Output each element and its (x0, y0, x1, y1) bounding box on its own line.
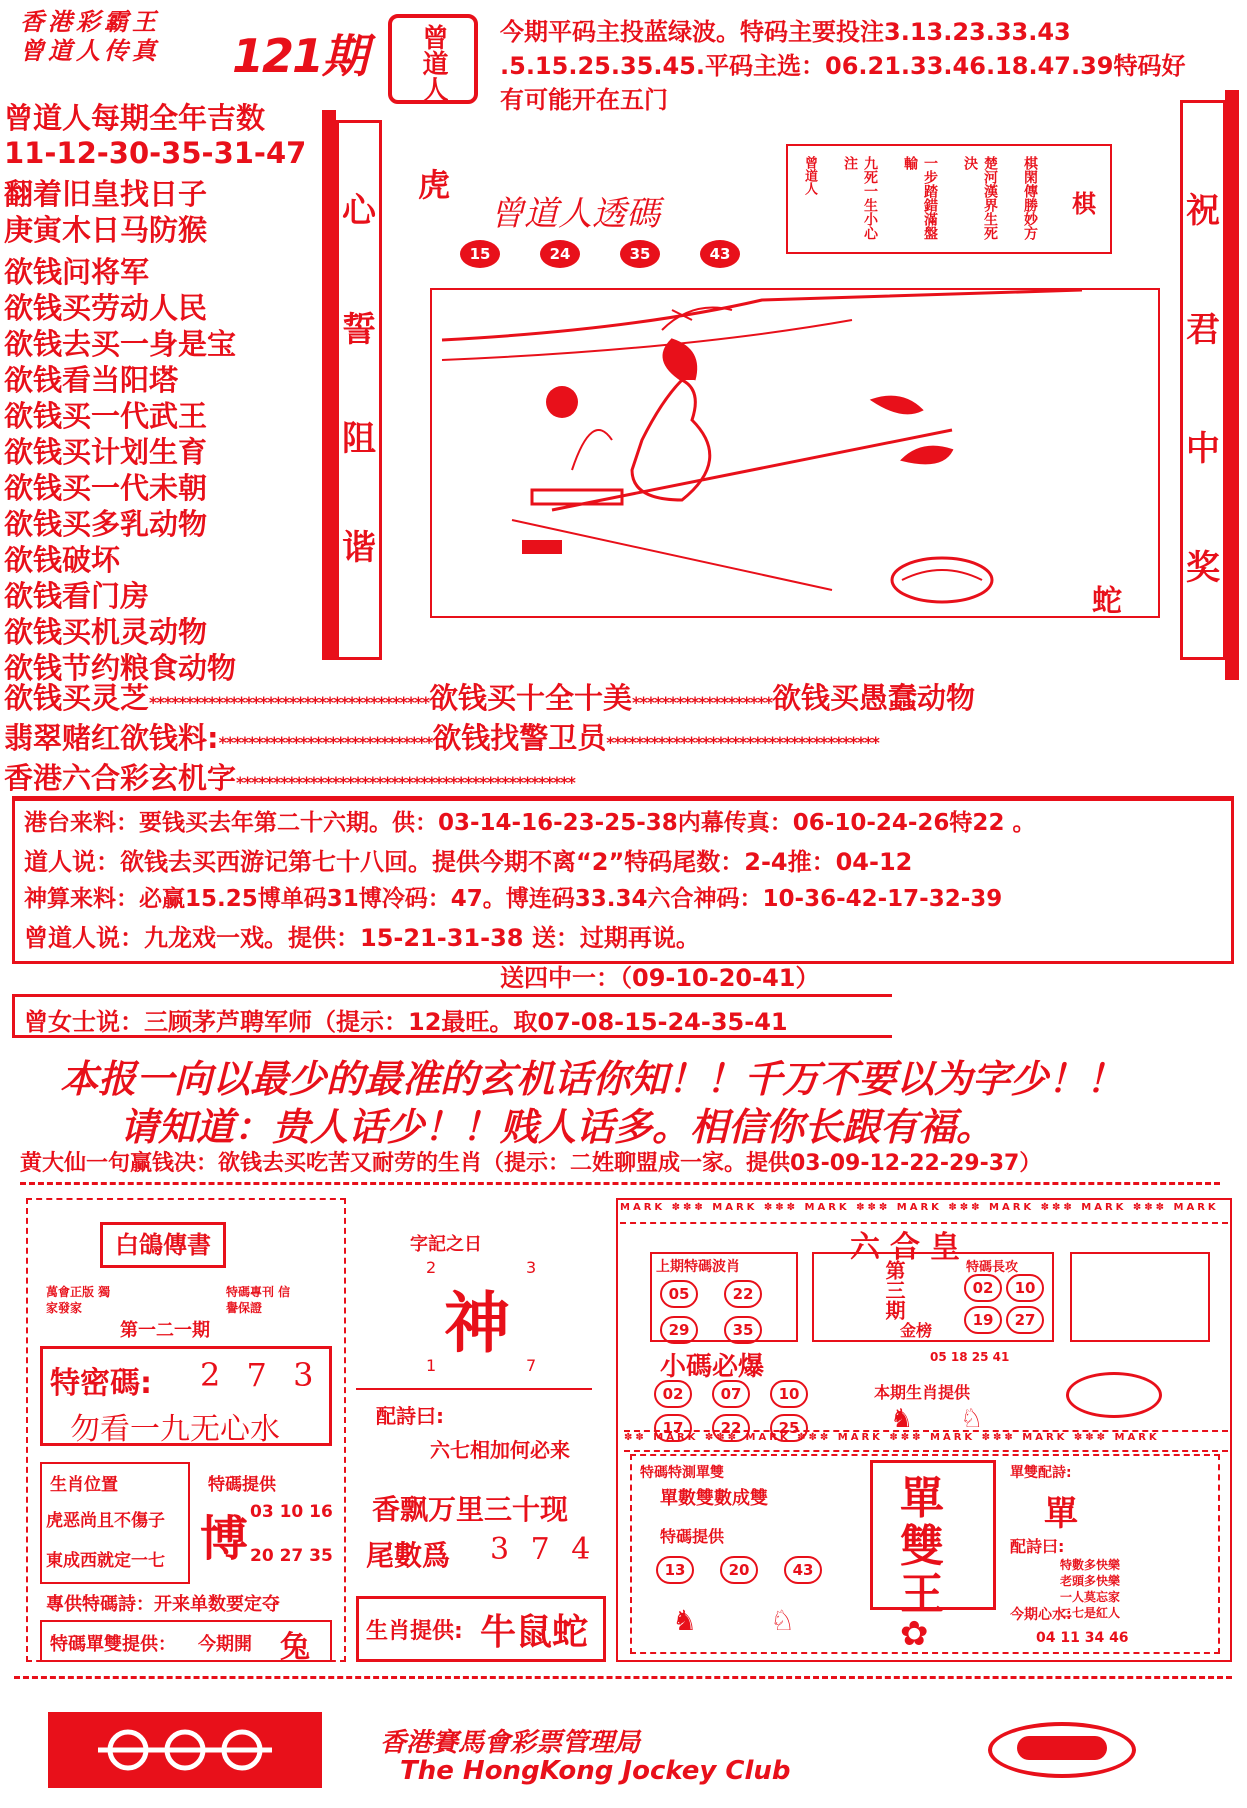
left-banner-char: 誓 (342, 310, 376, 350)
br-right-poem: 一人莫忘家 (1060, 1590, 1121, 1604)
single-double-label: 特碼單雙提供： (50, 1634, 176, 1655)
br-sd-nums (650, 1556, 850, 1584)
br-right-nums: 04 11 34 46 (1036, 1630, 1129, 1646)
small-left-note: 萬會正版 獨家發家 (46, 1285, 111, 1315)
number-circle: 35 (724, 1316, 762, 1344)
right-banner-bar (1225, 90, 1239, 680)
info-line: 道人说：欲钱去买西游记第七十八回。提供今期不离“2”特码尾数：2-4推：04-12 (24, 848, 913, 876)
seal-stamp (388, 14, 478, 104)
right-banner (1180, 100, 1226, 660)
lucky-ball: 24 (540, 240, 580, 268)
bm-tail-label: 尾數爲 (366, 1539, 451, 1572)
info-line: 曾道人说：九龙戏一戏。提供：15-21-31-38 送：过期再说。 (24, 924, 700, 952)
left-line: 曾道人每期全年吉数 (4, 101, 266, 135)
zodiac-pos-title: 生肖位置 (50, 1475, 118, 1495)
lucky-ball: 15 (460, 240, 500, 268)
bm-poem: 六七相加何必来 (430, 1438, 570, 1462)
br-right-heart: 今期心水: (1010, 1607, 1072, 1623)
footer-jockey-en: The HongKong Jockey Club (400, 1756, 791, 1786)
number-circle: 19 (964, 1306, 1002, 1334)
masthead-bottom: 曾道人传真 (20, 37, 160, 65)
left-line: 欲钱买机灵动物 (4, 615, 208, 649)
special-code-label: 特密碼: (50, 1366, 152, 1401)
left-line: 欲钱看当阳塔 (4, 363, 179, 397)
bottom-dashed-divider (14, 1676, 1232, 1679)
ticker-line-2: 翡翠赌红欲钱料:*****************************欲钱找警卫员************************************* (4, 721, 879, 755)
cloud-pattern-icon (48, 1712, 322, 1788)
bm-n3: 3 (526, 1258, 537, 1277)
br-sd-title: 特碼特測單雙 (640, 1465, 724, 1481)
wong-tai-sin-line: 黄大仙一句赢钱决：欲钱去买吃苦又耐劳的生肖（提示：二姓聊盟成一家。提供03-09-12-22-29-37） (20, 1151, 1042, 1176)
bl-issue: 第一二一期 (120, 1320, 210, 1341)
left-banner (336, 120, 382, 660)
br-right-poem: 二七是紅人 (1060, 1606, 1121, 1620)
left-line: 欲钱买一代未朝 (4, 471, 208, 505)
number-circle: 10 (770, 1380, 808, 1408)
left-line: 欲钱问将军 (4, 255, 150, 289)
br-third-word: 金榜 (900, 1321, 933, 1340)
number-circle: 10 (1006, 1274, 1044, 1302)
br-sd-offer: 特碼提供 (660, 1527, 725, 1546)
left-line: 欲钱买一代武王 (4, 399, 208, 433)
offer-nums-2: 20 27 35 (250, 1546, 333, 1566)
br-right-big: 單 (1044, 1494, 1078, 1534)
footer-logo-left (48, 1712, 322, 1788)
picture-title: 曾道人透碼 (490, 194, 660, 234)
single-double-animal: 兔 (280, 1630, 310, 1665)
masthead-logo (20, 8, 230, 70)
left-line: 欲钱破坏 (4, 543, 121, 577)
left-line: 欲钱节约粮食动物 (4, 651, 237, 685)
chess-verse-box (786, 144, 1112, 254)
bm-n7: 7 (526, 1356, 537, 1375)
number-circle: 17 (654, 1414, 692, 1442)
number-circle: 05 (660, 1280, 698, 1308)
masthead-top: 香港彩霸王 (20, 8, 160, 36)
chess-column: 九死一生小心注 (842, 156, 878, 240)
number-circle: 29 (660, 1316, 698, 1344)
ticker-line-3: 香港六合彩玄机字********************************************** (4, 761, 575, 795)
right-banner-char: 祝 (1186, 191, 1220, 231)
chess-column: 曾道人 (802, 156, 817, 195)
seal-text: 曾道人 (418, 24, 448, 102)
tiger-label: 虎 (418, 166, 451, 204)
number-circle: 22 (712, 1414, 750, 1442)
lady-line: 曾女士说：三顾茅芦聘军师（提示：12最旺。取07-08-15-24-35-41 (24, 1008, 788, 1036)
bm-fragrance: 香飘万里三十现 (372, 1493, 569, 1526)
number-circle: 13 (656, 1556, 694, 1584)
br-sd-sub: 單數雙數成雙 (660, 1488, 768, 1509)
br-special-title: 特碼長攻 (966, 1260, 1019, 1275)
ticker-1-right: 欲钱买愚蠢动物 (771, 681, 975, 715)
special-code-nums: 2 7 3 (200, 1356, 322, 1394)
bm-zodiac-label: 生肖提供: (366, 1619, 463, 1644)
left-line: 欲钱买多乳动物 (4, 507, 208, 541)
left-banner-char: 心 (342, 191, 376, 231)
br-right-poem: 老頭多快樂 (1060, 1574, 1121, 1588)
zodiac-pos-1: 虎恶尚且不傷子 (46, 1511, 165, 1531)
offer-title: 特碼提供 (208, 1475, 276, 1495)
br-emblem (1066, 1372, 1162, 1418)
br-right-poem: 特數多快樂 (1060, 1558, 1121, 1572)
single-double-val: 今期開 (198, 1634, 252, 1655)
ticker-2-left: 翡翠赌红欲钱料: (4, 721, 219, 755)
ticker-2-mid: 欲钱找警卫员 (432, 721, 607, 755)
number-circle: 20 (720, 1556, 758, 1584)
br-right-title: 單雙配詩: (1010, 1465, 1072, 1481)
dashed-divider (20, 1182, 1220, 1185)
horse-icon: ♞ (672, 1604, 698, 1637)
exclusive-line: 專供特碼詩：开来单数要定夺 (46, 1594, 280, 1615)
issue-number: 121期 (232, 29, 367, 83)
number-circle: 07 (712, 1380, 750, 1408)
offer-nums-1: 03 10 16 (250, 1502, 333, 1522)
bm-big-char: 神 (444, 1285, 510, 1362)
bo-char: 博 (200, 1511, 249, 1567)
left-line: 庚寅木日马防猴 (4, 213, 208, 247)
left-banner-char: 谐 (342, 528, 376, 568)
left-line: 11-12-30-35-31-47 (4, 136, 307, 170)
br-title: 六合皇 (850, 1230, 970, 1265)
notice-line-2: .5.15.25.35.45.平码主选：06.21.33.46.18.47.39特码好 (500, 52, 1186, 80)
right-banner-char: 中 (1186, 429, 1220, 469)
info-line: 港台来料：要钱买去年第二十六期。供：03-14-16-23-25-38内幕传真：06-10-24-26特22 。 (24, 810, 1036, 836)
ticker-1-left: 欲钱买灵芝 (4, 681, 150, 715)
br-special-nums (964, 1274, 1054, 1334)
info-line: 神算来料：必赢15.25博单码31博冷码：47。博连码33.34六合神码：10-36-42-17-32-39 (24, 886, 1003, 912)
chess-column: 棋閑傳勝妙方 (1022, 156, 1038, 240)
br-last-title: 上期特碼波肖 (656, 1259, 740, 1275)
left-line: 翻着旧皇找日子 (4, 177, 208, 211)
bm-tail-nums: 3 7 4 (490, 1532, 597, 1567)
br-big-char: 王 (900, 1569, 944, 1620)
chess-column: 一步踏錯滿盤輸 (902, 156, 938, 240)
ticker-3-left: 香港六合彩玄机字 (4, 761, 237, 795)
number-circle: 43 (784, 1556, 822, 1584)
zodiac-pos-2: 東成西就定一七 (46, 1551, 165, 1571)
slogan-line-1: 本报一向以最少的最准的玄机话你知！！千万不要以为字少！！ (60, 1056, 1125, 1101)
lucky-ball: 43 (700, 240, 740, 268)
bm-n1: 1 (426, 1356, 437, 1375)
number-circle: 02 (964, 1274, 1002, 1302)
bm-poem-label: 配詩曰: (376, 1404, 444, 1428)
br-big-char: 雙 (900, 1521, 944, 1572)
br-small-title: 小碼必爆 (660, 1352, 765, 1382)
ticker-line-1: 欲钱买灵芝**************************************欲钱买十全十美*******************欲钱买愚蠢动物 (4, 681, 975, 715)
chess-title: 棋 (1072, 190, 1096, 218)
flower-icon: ✿ (900, 1614, 929, 1654)
number-circle: 02 (654, 1380, 692, 1408)
footer-jockey-cn: 香港賽馬會彩票管理局 (380, 1728, 641, 1758)
bm-zodiac-val: 牛鼠蛇 (480, 1612, 589, 1653)
dog-icon: ♘ (770, 1604, 796, 1637)
ticker-1-mid: 欲钱买十全十美 (428, 681, 632, 715)
pigeon-stamp (100, 1222, 226, 1268)
br-issue-zodiac: 本期生肖提供 (874, 1383, 971, 1402)
number-circle: 27 (1006, 1306, 1044, 1334)
br-third-issue: 第三期 (882, 1260, 906, 1320)
dog-icon: ♘ (960, 1404, 984, 1434)
special-hint: 勿看一九无心水 (70, 1412, 280, 1447)
mark-strip-mid: ✽✽ MARK ✽✽✽ MARK ✽✽✽ MARK ✽✽✽ MARK ✽✽✽ MARK ✽✽✽ MARK (624, 1430, 1228, 1452)
left-line: 欲钱去买一身是宝 (4, 327, 237, 361)
footer-emblem-right (988, 1722, 1136, 1778)
br-date-small: 05 18 25 41 (930, 1350, 1010, 1364)
bm-title: 字記之日 (410, 1234, 482, 1255)
bm-n2: 2 (426, 1258, 437, 1277)
send-line: 送四中一：（09-10-20-41） (500, 964, 820, 992)
number-circle: 22 (724, 1280, 762, 1308)
lucky-ball: 35 (620, 240, 660, 268)
br-last-nums (654, 1280, 794, 1344)
notice-line-3: 有可能开在五门 (500, 86, 668, 114)
small-right-note: 特碼專刊 信譽保證 (226, 1285, 291, 1315)
br-right-poem-label: 配詩曰: (1010, 1537, 1065, 1556)
number-circle: 25 (770, 1414, 808, 1442)
left-line: 欲钱看门房 (4, 579, 150, 613)
br-right-poem-box (1070, 1252, 1210, 1342)
br-big-char: 單 (900, 1473, 944, 1524)
right-banner-char: 君 (1186, 310, 1220, 350)
mark-strip-top: MARK ✽✽✽ MARK ✽✽✽ MARK ✽✽✽ MARK ✽✽✽ MARK ✽✽✽ MARK ✽✽✽ MARK (620, 1202, 1228, 1224)
left-line: 欲钱买劳动人民 (4, 291, 208, 325)
left-banner-char: 阻 (342, 419, 376, 459)
pigeon-stamp-text: 白鴿傳書 (115, 1231, 211, 1259)
slogan-line-2: 请知道：贵人话少！！贱人话多。相信你长跟有福。 (120, 1104, 995, 1149)
left-line: 欲钱买计划生育 (4, 435, 208, 469)
notice-line-1: 今期平码主投蓝绿波。特码主要投注3.13.23.33.43 (500, 18, 1071, 46)
snake-label: 蛇 (1092, 584, 1122, 619)
illustration (432, 290, 1158, 616)
bm-divider (356, 1388, 592, 1390)
chess-column: 楚河漢界生死決 (962, 156, 998, 240)
left-banner-bar (322, 110, 336, 660)
horse-icon: ♞ (890, 1404, 914, 1434)
right-banner-char: 奖 (1186, 548, 1220, 588)
